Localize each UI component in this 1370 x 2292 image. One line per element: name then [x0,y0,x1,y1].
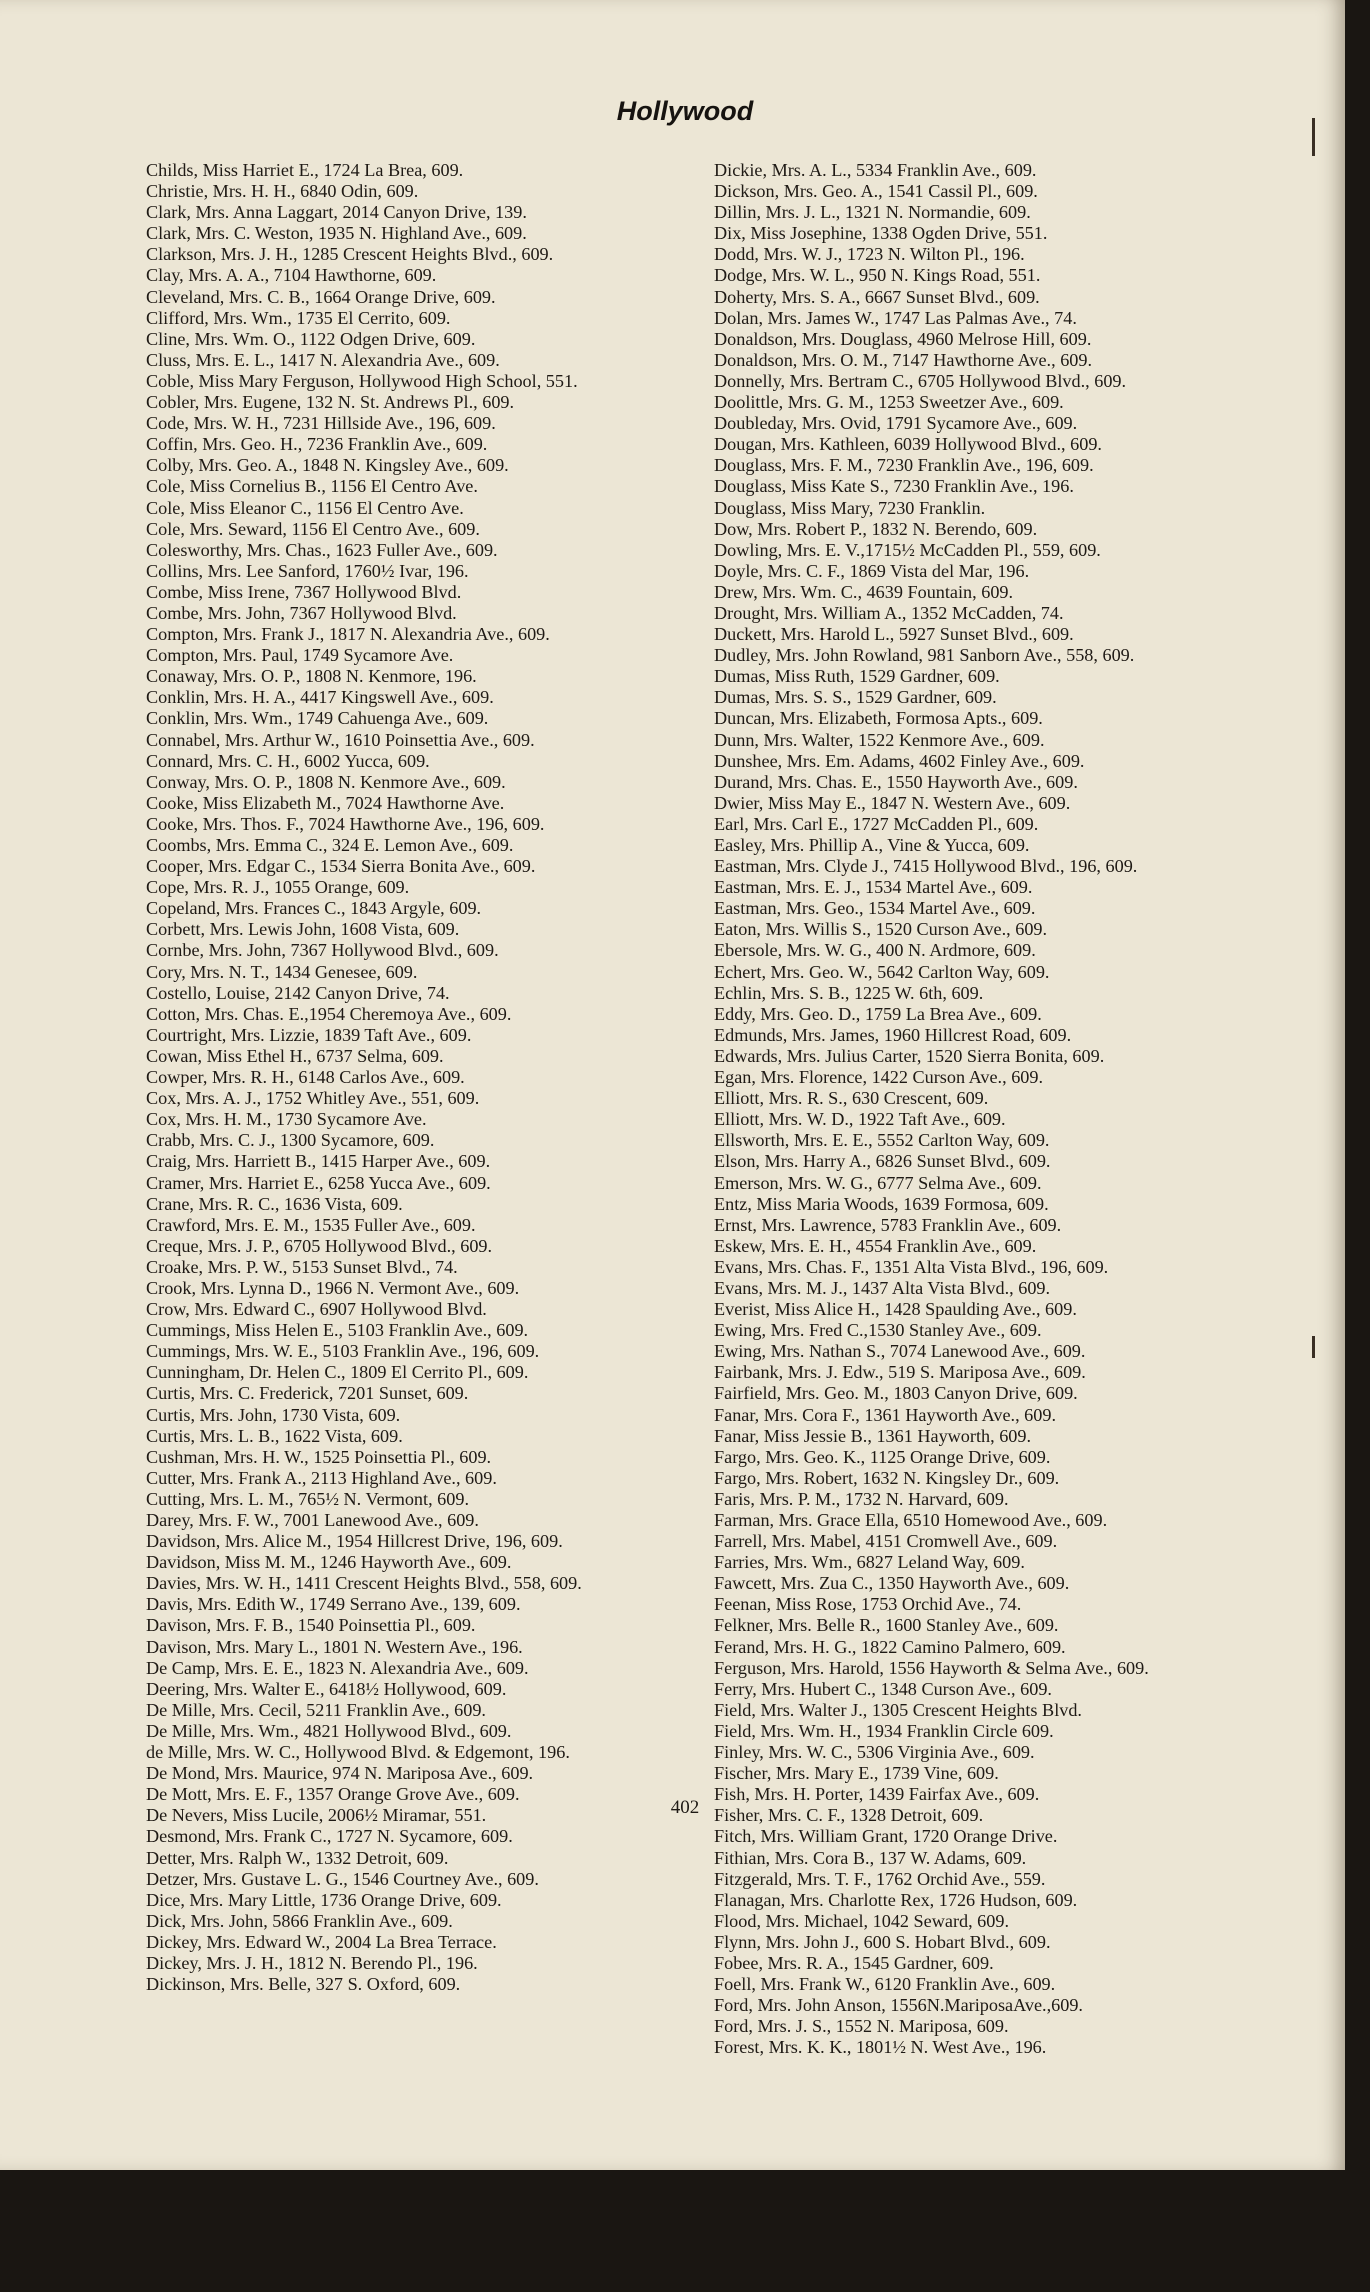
directory-entry: Darey, Mrs. F. W., 7001 Lanewood Ave., 609. [146,1510,479,1530]
directory-entry: Donnelly, Mrs. Bertram C., 6705 Hollywood Blvd., 609. [714,370,1127,391]
directory-entry: Ernst, Mrs. Lawrence, 5783 Franklin Ave., 609. [714,1214,1062,1235]
directory-entry: Childs, Miss Harriet E., 1724 La Brea, 609. [146,160,464,180]
directory-entry: Dickey, Mrs. J. H., 1812 N. Berendo Pl., 196. [146,1952,478,1973]
directory-entry: Drew, Mrs. Wm. C., 4639 Fountain, 609. [714,581,1014,602]
directory-entry: Dick, Mrs. John, 5866 Franklin Ave., 609. [146,1910,453,1931]
directory-entry: Cole, Mrs. Seward, 1156 El Centro Ave., 609. [146,518,480,539]
directory-entry: Conklin, Mrs. Wm., 1749 Cahuenga Ave., 609. [146,708,489,729]
directory-entry: Egan, Mrs. Florence, 1422 Curson Ave., 609. [714,1067,1044,1088]
directory-entry: Cory, Mrs. N. T., 1434 Genesee, 609. [146,961,418,982]
directory-entry: Ferry, Mrs. Hubert C., 1348 Curson Ave., 609. [714,1678,1052,1699]
margin-mark [1312,1336,1315,1358]
directory-entry: Cummings, Mrs. W. E., 5103 Franklin Ave., 196, 609. [146,1341,540,1362]
directory-entry: Echert, Mrs. Geo. W., 5642 Carlton Way, 609. [714,961,1050,982]
right-column [714,160,1274,2058]
directory-entry: Corbett, Mrs. Lewis John, 1608 Vista, 609. [146,919,460,940]
directory-entry: Cope, Mrs. R. J., 1055 Orange, 609. [146,877,410,898]
directory-entry: Doyle, Mrs. C. F., 1869 Vista del Mar, 196. [714,560,1030,581]
directory-entry: Fargo, Mrs. Geo. K., 1125 Orange Drive, 609. [714,1446,1051,1467]
directory-entry: Davidson, Mrs. Alice M., 1954 Hillcrest Drive, 196, 609. [146,1531,563,1552]
directory-entry: Dudley, Mrs. John Rowland, 981 Sanborn Ave., 558, 609. [714,645,1135,666]
directory-entry: Elliott, Mrs. W. D., 1922 Taft Ave., 609. [714,1109,1006,1130]
directory-entry: Costello, Louise, 2142 Canyon Drive, 74. [146,982,450,1003]
directory-entry: Faris, Mrs. P. M., 1732 N. Harvard, 609. [714,1488,1009,1509]
directory-entry: Farrell, Mrs. Mabel, 4151 Cromwell Ave., 609. [714,1531,1058,1552]
directory-entry: Coffin, Mrs. Geo. H., 7236 Franklin Ave., 609. [146,434,488,455]
directory-entry: Easley, Mrs. Phillip A., Vine & Yucca, 609. [714,835,1030,855]
directory-entry: Croake, Mrs. P. W., 5153 Sunset Blvd., 74. [146,1256,458,1277]
directory-entry: Doubleday, Mrs. Ovid, 1791 Sycamore Ave., 609. [714,413,1078,434]
directory-entry: Duncan, Mrs. Elizabeth, Formosa Apts., 609. [714,708,1043,729]
directory-entry: Ford, Mrs. J. S., 1552 N. Mariposa, 609. [714,2016,1009,2037]
directory-entry: Davidson, Miss M. M., 1246 Hayworth Ave., 609. [146,1552,512,1573]
directory-entry: Ferand, Mrs. H. G., 1822 Camino Palmero, 609. [714,1636,1066,1657]
directory-entry: Coombs, Mrs. Emma C., 324 E. Lemon Ave., 609. [146,835,514,855]
directory-entry: Earl, Mrs. Carl E., 1727 McCadden Pl., 609. [714,813,1039,834]
directory-entry: Compton, Mrs. Paul, 1749 Sycamore Ave. [146,645,454,666]
directory-entry: Conklin, Mrs. H. A., 4417 Kingswell Ave., 609. [146,687,494,708]
directory-entry: Cramer, Mrs. Harriet E., 6258 Yucca Ave., 609. [146,1172,491,1193]
directory-entry: Cutting, Mrs. L. M., 765½ N. Vermont, 609. [146,1488,470,1509]
directory-entry: Finley, Mrs. W. C., 5306 Virginia Ave., 609. [714,1742,1035,1763]
directory-entry: Copeland, Mrs. Frances C., 1843 Argyle, 609. [146,898,482,919]
directory-entry: Elliott, Mrs. R. S., 630 Crescent, 609. [714,1088,989,1109]
directory-entry: Curtis, Mrs. L. B., 1622 Vista, 609. [146,1425,403,1446]
directory-entry: Dickson, Mrs. Geo. A., 1541 Cassil Pl., 609. [714,181,1038,202]
directory-entry: Compton, Mrs. Frank J., 1817 N. Alexandria Ave., 609. [146,624,550,645]
directory-entry: Ford, Mrs. John Anson, 1556N.MariposaAve.,609. [714,1995,1083,2016]
directory-entry: Douglass, Miss Mary, 7230 Franklin. [714,497,986,518]
directory-entry: Elson, Mrs. Harry A., 6826 Sunset Blvd., 609. [714,1151,1051,1172]
directory-entry: Farries, Mrs. Wm., 6827 Leland Way, 609. [714,1552,1025,1573]
directory-entry: Donaldson, Mrs. Douglass, 4960 Melrose Hill, 609. [714,328,1092,349]
directory-entry: Flynn, Mrs. John J., 600 S. Hobart Blvd., 609. [714,1931,1051,1952]
directory-entry: Ewing, Mrs. Nathan S., 7074 Lanewood Ave., 609. [714,1341,1086,1362]
directory-entry: Curtis, Mrs. John, 1730 Vista, 609. [146,1404,401,1425]
directory-entry: Feenan, Miss Rose, 1753 Orchid Ave., 74. [714,1594,1022,1615]
directory-entry: Cowan, Miss Ethel H., 6737 Selma, 609. [146,1045,444,1066]
directory-entry: De Camp, Mrs. E. E., 1823 N. Alexandria Ave., 609. [146,1657,529,1678]
directory-entry: Fitch, Mrs. William Grant, 1720 Orange Drive. [714,1826,1058,1847]
directory-entry: Code, Mrs. W. H., 7231 Hillside Ave., 196, 609. [146,413,496,434]
directory-entry: Doolittle, Mrs. G. M., 1253 Sweetzer Ave., 609. [714,392,1064,413]
directory-entry: Fithian, Mrs. Cora B., 137 W. Adams, 609. [714,1847,1027,1868]
directory-entry: Eastman, Mrs. Geo., 1534 Martel Ave., 609. [714,898,1036,919]
directory-entry: Edwards, Mrs. Julius Carter, 1520 Sierra Bonita, 609. [714,1045,1105,1066]
directory-entry: Durand, Mrs. Chas. E., 1550 Hayworth Ave., 609. [714,771,1078,792]
directory-entry: Dodge, Mrs. W. L., 950 N. Kings Road, 551. [714,265,1041,286]
directory-entry: Cox, Mrs. H. M., 1730 Sycamore Ave. [146,1109,427,1130]
directory-entry: Farman, Mrs. Grace Ella, 6510 Homewood Ave., 609. [714,1510,1108,1530]
directory-entry: Dice, Mrs. Mary Little, 1736 Orange Drive, 609. [146,1889,502,1910]
directory-entry: Cooke, Miss Elizabeth M., 7024 Hawthorne Ave. [146,792,505,813]
directory-entry: Cooper, Mrs. Edgar C., 1534 Sierra Bonita Ave., 609. [146,856,536,877]
directory-entry: Craig, Mrs. Harriett B., 1415 Harper Ave., 609. [146,1151,491,1172]
directory-entry: Combe, Mrs. John, 7367 Hollywood Blvd. [146,602,457,623]
directory-entry: Dickey, Mrs. Edward W., 2004 La Brea Terrace. [146,1931,497,1952]
directory-entry: Donaldson, Mrs. O. M., 7147 Hawthorne Ave., 609. [714,349,1093,370]
directory-entry: Collins, Mrs. Lee Sanford, 1760½ Ivar, 196. [146,560,469,581]
left-column [146,160,706,1995]
directory-entry: Cole, Miss Eleanor C., 1156 El Centro Ave. [146,497,464,518]
directory-entry: Fanar, Mrs. Cora F., 1361 Hayworth Ave., 609. [714,1404,1056,1425]
directory-entry: Davies, Mrs. W. H., 1411 Crescent Heights Blvd., 558, 609. [146,1573,582,1594]
directory-entry: Dolan, Mrs. James W., 1747 Las Palmas Ave., 74. [714,307,1077,328]
directory-entry: Connard, Mrs. C. H., 6002 Yucca, 609. [146,750,430,771]
directory-entry: Echlin, Mrs. S. B., 1225 W. 6th, 609. [714,982,984,1003]
directory-entry: Dunn, Mrs. Walter, 1522 Kenmore Ave., 609. [714,729,1045,750]
directory-entry: Fisher, Mrs. C. F., 1328 Detroit, 609. [714,1805,984,1826]
directory-entry: Emerson, Mrs. W. G., 6777 Selma Ave., 609. [714,1172,1042,1193]
margin-mark [1312,118,1315,156]
directory-entry: Fitzgerald, Mrs. T. F., 1762 Orchid Ave., 559. [714,1868,1046,1889]
directory-entry: Clarkson, Mrs. J. H., 1285 Crescent Heights Blvd., 609. [146,244,554,265]
directory-entry: Deering, Mrs. Walter E., 6418½ Hollywood, 609. [146,1678,507,1699]
directory-entry: Flanagan, Mrs. Charlotte Rex, 1726 Hudson, 609. [714,1889,1078,1910]
directory-entry: Eaton, Mrs. Willis S., 1520 Curson Ave., 609. [714,919,1048,940]
directory-entry: Forest, Mrs. K. K., 1801½ N. West Ave., 196. [714,2037,1047,2058]
directory-entry: Ferguson, Mrs. Harold, 1556 Hayworth & Selma Ave., 609. [714,1657,1149,1678]
directory-entry: Entz, Miss Maria Woods, 1639 Formosa, 609. [714,1193,1049,1214]
directory-entry: Cummings, Miss Helen E., 5103 Franklin Ave., 609. [146,1320,529,1341]
directory-entry: Dowling, Mrs. E. V.,1715½ McCadden Pl., 559, 609. [714,539,1101,560]
directory-entry: Desmond, Mrs. Frank C., 1727 N. Sycamore, 609. [146,1826,513,1847]
directory-entry: Cornbe, Mrs. John, 7367 Hollywood Blvd., 609. [146,940,499,961]
directory-entry: Field, Mrs. Wm. H., 1934 Franklin Circle 609. [714,1720,1054,1741]
directory-entry: Dickinson, Mrs. Belle, 327 S. Oxford, 609. [146,1974,461,1995]
directory-entry: Curtis, Mrs. C. Frederick, 7201 Sunset, 609. [146,1383,469,1404]
directory-entry: Doherty, Mrs. S. A., 6667 Sunset Blvd., 609. [714,286,1040,307]
directory-entry: Cunningham, Dr. Helen C., 1809 El Cerrito Pl., 609. [146,1362,529,1383]
directory-entry: Edmunds, Mrs. James, 1960 Hillcrest Road, 609. [714,1024,1072,1045]
directory-entry: Foell, Mrs. Frank W., 6120 Franklin Ave., 609. [714,1974,1056,1995]
directory-entry: Combe, Miss Irene, 7367 Hollywood Blvd. [146,581,462,602]
directory-entry: Crane, Mrs. R. C., 1636 Vista, 609. [146,1193,403,1214]
directory-entry: Clifford, Mrs. Wm., 1735 El Cerrito, 609. [146,307,451,328]
directory-entry: Dougan, Mrs. Kathleen, 6039 Hollywood Blvd., 609. [714,434,1102,455]
directory-entry: De Nevers, Miss Lucile, 2006½ Miramar, 551. [146,1805,487,1826]
directory-entry: Felkner, Mrs. Belle R., 1600 Stanley Ave., 609. [714,1615,1059,1636]
directory-entry: Fawcett, Mrs. Zua C., 1350 Hayworth Ave., 609. [714,1573,1070,1594]
directory-entry: Fischer, Mrs. Mary E., 1739 Vine, 609. [714,1763,999,1784]
directory-entry: Ebersole, Mrs. W. G., 400 N. Ardmore, 609. [714,940,1036,961]
directory-entry: Fairfield, Mrs. Geo. M., 1803 Canyon Drive, 609. [714,1383,1078,1404]
directory-entry: De Mond, Mrs. Maurice, 974 N. Mariposa Ave., 609. [146,1763,534,1784]
directory-entry: Cox, Mrs. A. J., 1752 Whitley Ave., 551, 609. [146,1088,480,1109]
directory-entry: Conaway, Mrs. O. P., 1808 N. Kenmore, 196. [146,666,477,687]
directory-entry: Ellsworth, Mrs. E. E., 5552 Carlton Way, 609. [714,1130,1050,1151]
directory-entry: Fobee, Mrs. R. A., 1545 Gardner, 609. [714,1952,994,1973]
directory-entry: Cline, Mrs. Wm. O., 1122 Odgen Drive, 609. [146,328,476,349]
directory-entry: Detzer, Mrs. Gustave L. G., 1546 Courtney Ave., 609. [146,1868,539,1889]
directory-entry: Fanar, Miss Jessie B., 1361 Hayworth, 609. [714,1425,1032,1446]
directory-entry: De Mille, Mrs. Wm., 4821 Hollywood Blvd., 609. [146,1720,512,1741]
directory-entry: Connabel, Mrs. Arthur W., 1610 Poinsettia Ave., 609. [146,729,535,750]
directory-entry: Eastman, Mrs. Clyde J., 7415 Hollywood Blvd., 196, 609. [714,856,1138,877]
directory-entry: Dickie, Mrs. A. L., 5334 Franklin Ave., 609. [714,160,1037,180]
directory-entry: Cleveland, Mrs. C. B., 1664 Orange Drive, 609. [146,286,496,307]
directory-entry: Evans, Mrs. Chas. F., 1351 Alta Vista Blvd., 196, 609. [714,1256,1109,1277]
directory-entry: Fairbank, Mrs. J. Edw., 519 S. Mariposa Ave., 609. [714,1362,1086,1383]
directory-entry: Creque, Mrs. J. P., 6705 Hollywood Blvd., 609. [146,1235,493,1256]
page-title: Hollywood [616,96,754,126]
directory-entry: Evans, Mrs. M. J., 1437 Alta Vista Blvd., 609. [714,1277,1051,1298]
directory-entry: Dodd, Mrs. W. J., 1723 N. Wilton Pl., 196. [714,244,1025,265]
directory-entry: Cooke, Mrs. Thos. F., 7024 Hawthorne Ave., 196, 609. [146,813,545,834]
directory-entry: Eastman, Mrs. E. J., 1534 Martel Ave., 609. [714,877,1033,898]
directory-entry: Douglass, Miss Kate S., 7230 Franklin Ave., 196. [714,476,1074,497]
directory-entry: Clark, Mrs. C. Weston, 1935 N. Highland Ave., 609. [146,223,527,244]
directory-entry: Cowper, Mrs. R. H., 6148 Carlos Ave., 609. [146,1067,465,1088]
directory-entry: Eddy, Mrs. Geo. D., 1759 La Brea Ave., 609. [714,1003,1042,1024]
directory-entry: Douglass, Mrs. F. M., 7230 Franklin Ave., 196, 609. [714,455,1094,476]
directory-entry: Field, Mrs. Walter J., 1305 Crescent Heights Blvd. [714,1699,1082,1720]
directory-entry: Crook, Mrs. Lynna D., 1966 N. Vermont Ave., 609. [146,1277,520,1298]
directory-entry: Conway, Mrs. O. P., 1808 N. Kenmore Ave., 609. [146,771,506,792]
directory-entry: De Mille, Mrs. Cecil, 5211 Franklin Ave., 609. [146,1699,486,1720]
directory-entry: De Mott, Mrs. E. F., 1357 Orange Grove Ave., 609. [146,1784,520,1805]
directory-entry: Dumas, Miss Ruth, 1529 Gardner, 609. [714,666,1000,687]
directory-entry: Fish, Mrs. H. Porter, 1439 Fairfax Ave., 609. [714,1784,1040,1805]
directory-entry: Fargo, Mrs. Robert, 1632 N. Kingsley Dr., 609. [714,1467,1060,1488]
directory-entry: Dwier, Miss May E., 1847 N. Western Ave., 609. [714,792,1071,813]
directory-entry: Dillin, Mrs. J. L., 1321 N. Normandie, 609. [714,202,1031,223]
directory-entry: Detter, Mrs. Ralph W., 1332 Detroit, 609. [146,1847,449,1868]
directory-entry: Davis, Mrs. Edith W., 1749 Serrano Ave., 139, 609. [146,1594,521,1615]
directory-entry: Christie, Mrs. H. H., 6840 Odin, 609. [146,181,419,202]
directory-entry: Cluss, Mrs. E. L., 1417 N. Alexandria Ave., 609. [146,349,500,370]
directory-entry: Davison, Mrs. F. B., 1540 Poinsettia Pl., 609. [146,1615,476,1636]
directory-entry: Ewing, Mrs. Fred C.,1530 Stanley Ave., 609. [714,1320,1042,1341]
directory-entry: Flood, Mrs. Michael, 1042 Seward, 609. [714,1910,1010,1931]
directory-entry: Drought, Mrs. William A., 1352 McCadden, 74. [714,602,1064,623]
directory-entry: Courtright, Mrs. Lizzie, 1839 Taft Ave., 609. [146,1024,472,1045]
directory-entry: Dumas, Mrs. S. S., 1529 Gardner, 609. [714,687,997,708]
directory-entry: Colby, Mrs. Geo. A., 1848 N. Kingsley Ave., 609. [146,455,509,476]
directory-entry: Clark, Mrs. Anna Laggart, 2014 Canyon Drive, 139. [146,202,527,223]
directory-entry: de Mille, Mrs. W. C., Hollywood Blvd. & Edgemont, 196. [146,1742,570,1763]
directory-entry: Clay, Mrs. A. A., 7104 Hawthorne, 609. [146,265,437,286]
directory-entry: Cole, Miss Cornelius B., 1156 El Centro Ave. [146,476,478,497]
directory-entry: Cotton, Mrs. Chas. E.,1954 Cheremoya Ave., 609. [146,1003,512,1024]
directory-entry: Dunshee, Mrs. Em. Adams, 4602 Finley Ave., 609. [714,750,1085,771]
directory-entry: Everist, Miss Alice H., 1428 Spaulding Ave., 609. [714,1299,1077,1320]
directory-entry: Duckett, Mrs. Harold L., 5927 Sunset Blvd., 609. [714,624,1074,645]
directory-entry: Dix, Miss Josephine, 1338 Ogden Drive, 551. [714,223,1048,244]
directory-entry: Cobler, Mrs. Eugene, 132 N. St. Andrews Pl., 609. [146,392,515,413]
directory-entry: Coble, Miss Mary Ferguson, Hollywood High School, 551. [146,370,578,391]
directory-entry: Dow, Mrs. Robert P., 1832 N. Berendo, 609. [714,518,1038,539]
directory-entry: Cushman, Mrs. H. W., 1525 Poinsettia Pl., 609. [146,1446,492,1467]
directory-entry: Crow, Mrs. Edward C., 6907 Hollywood Blvd. [146,1299,487,1320]
directory-entry: Crawford, Mrs. E. M., 1535 Fuller Ave., 609. [146,1214,476,1235]
page-number: 402 [670,1797,700,1818]
directory-entry: Davison, Mrs. Mary L., 1801 N. Western Ave., 196. [146,1636,523,1657]
directory-entry: Colesworthy, Mrs. Chas., 1623 Fuller Ave., 609. [146,539,498,560]
directory-entry: Cutter, Mrs. Frank A., 2113 Highland Ave., 609. [146,1467,497,1488]
directory-entry: Crabb, Mrs. C. J., 1300 Sycamore, 609. [146,1130,435,1151]
directory-entry: Eskew, Mrs. E. H., 4554 Franklin Ave., 609. [714,1235,1037,1256]
